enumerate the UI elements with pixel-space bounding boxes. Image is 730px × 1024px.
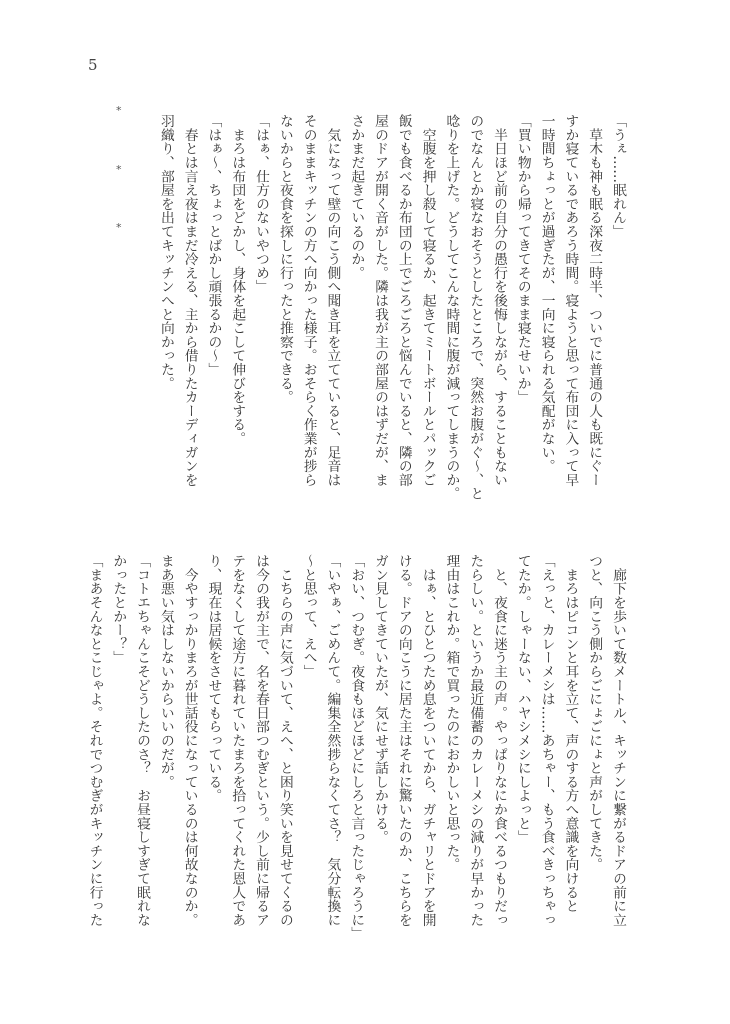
text-column: そのままキッチンの方へ向かった様子。おそらく作業が捗ら: [300, 114, 317, 487]
text-column: ける。ドアの向こうに居た主はそれに驚いたのか、こちらを: [395, 554, 412, 927]
text-column: はぁ、とひとつため息をついてから、ガチャリとドアを開: [419, 554, 436, 927]
text-column: のでなんとか寝なおそうとしたところで、突然お腹がぐ〜、と: [467, 114, 484, 501]
text-column: 〜と思って、えへ」: [300, 554, 317, 679]
text-block-upper: [153, 114, 629, 501]
text-column: 空腹を押し殺して寝るか、起きてミートボールとパックご: [419, 114, 436, 487]
text-column: 「まあそんなとこじゃよ。それでつむぎがキッチンに行った: [86, 554, 103, 927]
text-column: てたか。しゃーない、ハヤシメシにしよっと」: [514, 554, 531, 844]
text-column: ガン見してきていたが、気にせず話しかける。: [372, 554, 389, 844]
scene-break-mark: *: [116, 221, 122, 234]
text-column: 「えっと、カレーメシは……あちゃー、もう食べきっちゃっ: [538, 554, 555, 927]
text-column: 羽織り、部屋を出てキッチンへと向かった。: [157, 114, 174, 390]
text-column: 唸りを上げた。どうしてこんな時間に腹が減ってしまうのか。: [443, 114, 460, 501]
text-column: 「コトエちゃんこそどうしたのさ？ お昼寝しすぎて眠れな: [134, 554, 151, 927]
page-number: 5: [88, 56, 98, 74]
text-column: まあ悪い気はしないからいいのだが。: [157, 554, 174, 789]
text-column: 「おい、つむぎ。夜食もほどほどにしろと言ったじゃろうに」: [348, 554, 365, 941]
text-column: 春とは言え夜はまだ冷える、主から借りたカーディガンを: [181, 114, 198, 487]
text-column: 「はぁ〜、ちょっとばかし頑張るかの〜」: [205, 114, 222, 377]
text-column: こちらの声に気づいて、えへ、と困り笑いを見せてくるの: [276, 554, 293, 927]
text-column: 今やすっかりまろが世話役になっているのは何故なのか。: [181, 554, 198, 927]
text-column: つと、向こう側からごにょごにょと声がしてきた。: [586, 554, 603, 872]
text-column: すか寝ているであろう時間。寝ようと思って布団に入って早: [562, 114, 579, 487]
text-column: 「いやぁ、ごめんて。編集全然捗らなくてさ？ 気分転換に: [324, 554, 341, 927]
text-column: まろは布団をどかし、身体を起こして伸びをする。: [229, 114, 246, 446]
text-column: さかまだ起きているのか。: [348, 114, 365, 280]
text-column: と、夜食に迷う主の声。やっぱりなにか食べるつもりだっ: [491, 554, 508, 927]
text-column: 「うぇ……眠れん」: [610, 114, 626, 239]
text-column: 草木も神も眠る深夜二時半、ついでに普通の人も既にぐー: [586, 114, 603, 487]
scene-break-mark: *: [116, 163, 122, 176]
text-column: り、現在は居候をさせてもらっている。: [205, 554, 222, 803]
text-column: テをなくして途方に暮れていたまろを拾ってくれた恩人であ: [229, 554, 246, 927]
text-column: 半日ほど前の自分の愚行を後悔しながら、することもない: [491, 114, 508, 487]
text-column: 一時間ちょっとが過ぎたが、一向に寝られる気配がない。: [538, 114, 555, 473]
text-column: まろはピコンと耳を立て、声のする方へ意識を向けると: [562, 554, 579, 913]
text-column: 飯でも食べるか布団の上でごろごろと悩んでいると、隣の部: [395, 114, 412, 487]
text-column: たらしい。というか最近備蓄のカレーメシの減りが早かった: [467, 554, 484, 927]
text-column: 気になって壁の向こう側へ聞き耳を立てていると、足音は: [324, 114, 341, 487]
text-block-lower: [82, 554, 629, 941]
text-column: 屋のドアが開く音がした。隣は我が主の部屋のはずだが、ま: [372, 114, 389, 487]
text-column: 理由はこれか。箱で買ったのにおかしいと思った。: [443, 554, 460, 872]
text-column: 「はぁ、仕方のないやつめ」: [253, 114, 270, 294]
text-column: かったとかー？」: [110, 554, 127, 665]
text-column: 「買い物から帰ってきてそのまま寝たせいか」: [514, 114, 531, 404]
text-column: は今の我が主で、名を春日部つむぎという。少し前に帰るア: [253, 554, 270, 927]
text-column: 廊下を歩いて数メートル、キッチンに繋がるドアの前に立: [610, 554, 626, 927]
scene-break-mark: *: [116, 104, 122, 117]
text-column: ないからと夜食を探しに行ったと推察できる。: [276, 114, 293, 404]
